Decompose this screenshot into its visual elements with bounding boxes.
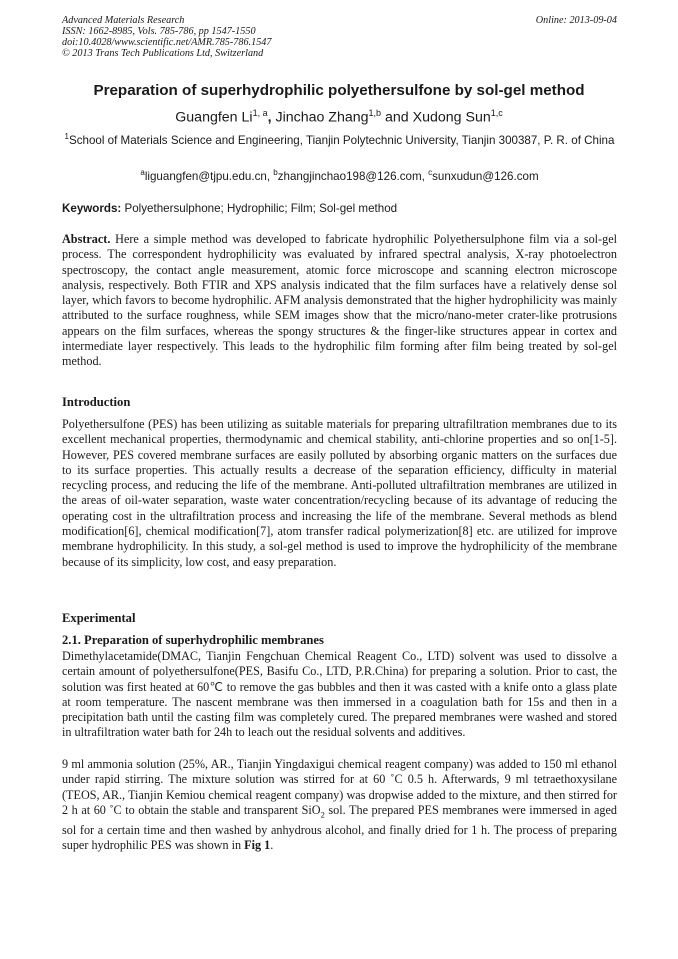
introduction-paragraph: Polyethersulfone (PES) has been utilizing as suitable materials for preparing ultrafiltration membranes due to its excellent mechanical properties, thermodynamic and chemical stability, anti-chlorine properties and so on[1-5]. However, PES covered membrane surfaces are easily polluted by absorbing organic matters on the surfaces due to its surface properties. This actually results a decrease of the separation efficiency, difficulty in material recycling process, and reducing the life of the membrane. Anti-polluted ultrafiltration membranes are utilized in the areas of oil-water separation, waste water concentration/recycling because of its advantage of reducing the operating cost in the ultrafiltration process and increasing the life of the membrane. Several methods as blend modification[6], chemical modification[7], atom transfer radical polymerization[8] etc. are utilized for improve membrane hydrophilicity. In this study, a sol-gel method is used to improve the hydrophilicity of the membrane because of its simplicity, low cost, and easy preparation. xyxy=(62,417,617,569)
doi-line: doi:10.4028/www.scientific.net/AMR.785-786.1547 xyxy=(62,37,272,48)
author-separator: and xyxy=(381,109,413,126)
author-superscript: 1,b xyxy=(368,108,382,118)
author-superscript: 1,c xyxy=(490,108,503,118)
email-link: liguangfen@tjpu.edu.cn, xyxy=(144,169,274,183)
author-separator: , xyxy=(267,109,276,126)
keywords-label: Keywords: xyxy=(62,202,122,215)
email-list xyxy=(62,166,617,184)
para2-text: . xyxy=(270,837,274,852)
subsection-heading: 2.1. Preparation of superhydrophilic membranes xyxy=(62,633,324,647)
introduction-heading: Introduction xyxy=(62,395,131,409)
experimental-heading: Experimental xyxy=(62,611,136,625)
copyright-line: © 2013 Trans Tech Publications Ltd, Switzerland xyxy=(62,48,264,59)
preparation-paragraph-1: Dimethylacetamide(DMAC, Tianjin Fengchuan Chemical Reagent Co., LTD) solvent was used to dissolve a certain amount of polyethersulfone(PES, Basifu Co., LTD, P.R.China) for preparing a solution. Prior to cast, the solution was first heated at 60℃ to remove the gas bubbles and then it was casted with a knife onto a glass plate at room temperature. The nascent membrane was then immersed in a coagulation bath for 15s and then in a precipitation bath until the casting film was completely cured. The prepared membranes were washed and stored in ultrafiltration water bath for 24h to leach out the residual solvents and additives. xyxy=(62,649,617,740)
email-superscript: c xyxy=(428,168,433,177)
journal-header xyxy=(62,15,617,59)
online-date: Online: 2013-09-04 xyxy=(535,15,617,26)
author-list xyxy=(40,104,638,127)
author-name: Xudong Sun xyxy=(412,109,491,126)
figure-reference: Fig 1 xyxy=(244,837,271,852)
keywords-text: Polyethersulphone; Hydrophilic; Film; Sol-gel method xyxy=(121,202,398,215)
abstract-text: Here a simple method was developed to fabricate hydrophilic Polyethersulphone film via a sol-gel process. The correspondent hydrophilicity was evaluated by infrared spectral analysis, X-ray photoelectron spectroscopy, the contact angle measurement, atomic force microscope and scanning electron microscope analysis, respectively. Both FTIR and XPS analysis indicated that the film surfaces have a relatively dense sol layer, which favors to become hydrophilic. AFM analysis demonstrated that the higher hydrophilicity was mainly attributed to the surface roughness, while SEM images show that the micro/nano-meter crater-like protrusions appears on the film surfaces, whereas the spongy structures & the finger-like structures appear in cortex and intermediate layer respectively. This leads to the hydrophilic film forming after film being treated by sol-gel method. xyxy=(62,232,617,369)
email-link: sunxudun@126.com xyxy=(432,169,539,183)
author-name: Jinchao Zhang xyxy=(275,109,369,126)
abstract-label: Abstract. xyxy=(62,232,111,246)
email-superscript: b xyxy=(273,168,278,177)
affiliation xyxy=(62,130,617,148)
sio2-subscript: 2 xyxy=(320,809,325,820)
preparation-paragraph-2 xyxy=(62,757,617,853)
keywords xyxy=(62,202,617,216)
paper-title: Preparation of superhydrophilic polyethersulfone by sol-gel method xyxy=(93,82,585,99)
para2-text: sol. The prepared PES membranes were immersed in aged sol for a certain time and then washed by anhydrous alcohol, and finally dried for 1 h. The process of preparing super hydrophilic PES was shown in xyxy=(62,802,617,852)
abstract xyxy=(62,232,617,370)
journal-name: Advanced Materials Research xyxy=(62,15,185,26)
author-superscript: 1, a xyxy=(252,108,268,118)
email-link: zhangjinchao198@126.com, xyxy=(277,169,429,183)
para2-text: 9 ml ammonia solution (25%, AR., Tianjin Yingdaxigui chemical reagent company) was added to 150 ml ethanol under rapid stirring. The mixture solution was stirred for at 60 ˚C 0.5 h. Afterwards, 9 ml tetraethoxysilane (TEOS, AR., Tianjin Kemiou chemical reagent company) was dropwise added to the mixture, and then stirred for 2 h at 60 ˚C to obtain the stable and transparent SiO xyxy=(62,757,617,817)
email-superscript: a xyxy=(140,168,145,177)
author-name: Guangfen Li xyxy=(175,109,253,126)
affiliation-text: School of Materials Science and Engineering, Tianjin Polytechnic University, Tianjin 300387, P. R. of China xyxy=(69,133,615,147)
affiliation-superscript: 1 xyxy=(64,132,69,141)
issn-line: ISSN: 1662-8985, Vols. 785-786, pp 1547-1550 xyxy=(62,26,256,37)
